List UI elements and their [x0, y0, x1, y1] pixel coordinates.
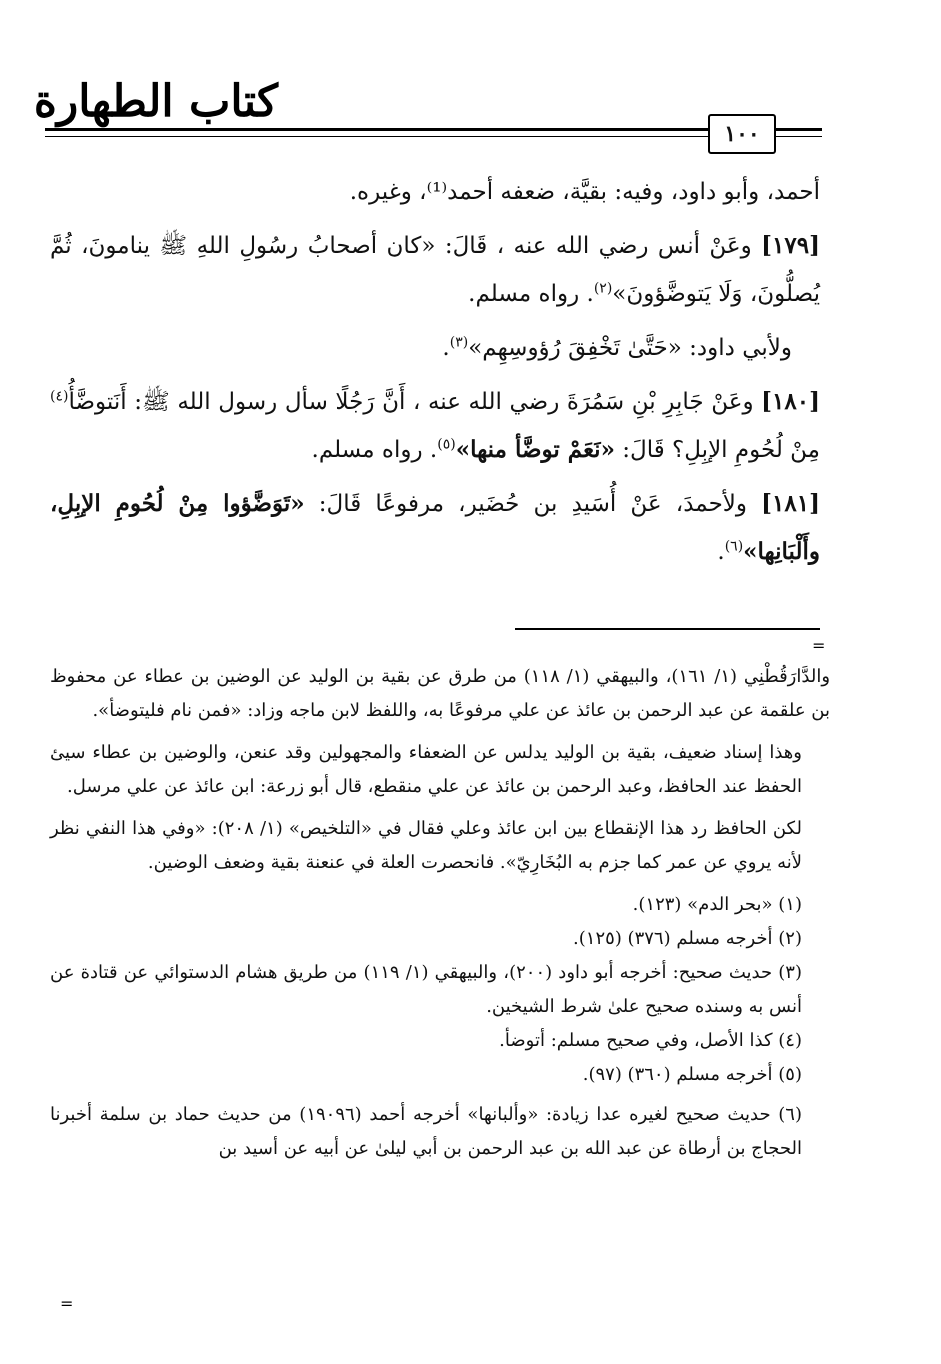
hadith-source: . رواه مسلم.	[311, 437, 438, 463]
footnote-ref: (٤)	[50, 388, 69, 405]
page-number: ١٠٠	[708, 114, 776, 154]
hadith-number: [١٨٠]	[761, 388, 820, 415]
footnote-4: (٤) كذا الأصل، وفي صحيح مسلم: أتوضأ.	[499, 1030, 802, 1051]
hadith-179	[50, 222, 820, 318]
hadith-180	[50, 378, 820, 474]
footnote-5: (٥) أخرجه مسلم (٣٦٠) (٩٧).	[582, 1064, 802, 1085]
footnote-2: (٢) أخرجه مسلم (٣٧٦) (١٢٥).	[573, 928, 802, 949]
continuation-marker-bottom: =	[60, 1294, 74, 1313]
hadith-text: وعَنْ جَابِرِ بْنِ سَمُرَةَ رضي الله عنه ، أَنَّ رَجُلًا سأل رسول الله ﷺ: أَنَتوضَّأُ	[68, 389, 762, 415]
footnote-continuation-2: وهذا إسناد ضعيف، بقية بن الوليد يدلس عن الضعفاء والمجهولين وقد عنعن، والوضين بن عطاء سيئ الحفظ عند الحافظ، وعبد الرحمن بن عائذ عن علي منقطع، قال أبو زرعة: ابن عائذ عن علي مرسل.	[50, 742, 802, 797]
hadith-number: [١٨١]	[761, 490, 820, 517]
footnote-ref: (٣)	[449, 334, 469, 351]
variant-end: .	[442, 335, 450, 361]
hadith-181	[50, 480, 820, 576]
footnote-ref: (٢)	[593, 280, 613, 297]
footnote-6: (٦) حديث صحيح لغيره عدا زيادة: «وألبانها» أخرجه أحمد (١٩٠٩٦) من حديث حماد بن سلمة أخبرنا الحجاج بن أرطاة عن عبد الله بن عبد الرحمن بن أبي ليلىٰ عن أبيه عن أسيد بن	[50, 1104, 802, 1159]
footnote-continuation-3: لكن الحافظ رد هذا الإنقطاع بين ابن عائذ وعلي فقال في «التلخيص» (١/ ٢٠٨): «وفي هذا النفي نظر لأنه يروي عن عمر كما جزم به البُخَارِيّ». فانحصرت العلة في عنعنة بقية وضعف الوضين.	[50, 818, 802, 873]
header-rule	[45, 128, 710, 131]
continuation-marker-top: =	[812, 636, 826, 655]
abu-dawud-variant	[50, 324, 820, 372]
book-title: كتاب الطهارة	[33, 76, 278, 127]
main-text	[50, 168, 820, 582]
header-rule-thin	[45, 136, 710, 137]
hadith-quote: «نَعَمْ توضَّأ منها»	[455, 436, 615, 463]
footnote-ref: (٦)	[724, 538, 744, 555]
hadith-text-cont: مِنْ لُحُومِ الإبِلِ؟ قَالَ:	[614, 437, 820, 463]
header-rule-right	[772, 128, 822, 131]
footnotes	[50, 660, 830, 1166]
variant-text: ولأبي داود: «حَتَّىٰ تَخْفِقَ رُؤوسِهِم»	[468, 335, 792, 361]
continuation-line: أحمد، وأبو داود، وفيه: بقيَّة، ضعفه أحمد⁽¹⁾، وغيره.	[349, 179, 820, 205]
header-rule-right-thin	[772, 136, 822, 137]
footnote-1: (١) «بحر الدم» (١٢٣).	[632, 894, 802, 915]
hadith-end: .	[717, 539, 725, 565]
hadith-quote: «تَوَضَّؤوا مِنْ لُحُومِ الإبِلِ، وأَلْبَانِها»	[50, 490, 820, 565]
hadith-text: ولأحمدَ، عَنْ أُسَيدِ بن حُضَير، مرفوعًا قَالَ:	[304, 491, 762, 517]
footnote-3: (٣) حديث صحيح: أخرجه أبو داود (٢٠٠)، والبيهقي (١/ ١١٩) من طريق هشام الدستوائي عن قتادة عن أنس به وسنده صحيح علىٰ شرط الشيخين.	[50, 962, 802, 1017]
hadith-number: [١٧٩]	[761, 232, 820, 259]
hadith-source: . رواه مسلم.	[468, 281, 594, 307]
footnote-separator	[515, 628, 820, 630]
footnote-continuation-1: والدَّارَقُطْنِي (١/ ١٦١)، والبيهقي (١/ ١١٨) من طرق عن بقية بن الوليد عن الوضين بن عطاء عن محفوظ بن علقمة عن عبد الرحمن بن عائذ عن علي مرفوعًا به، واللفظ لابن ماجه وزاد: «فمن نام فليتوضأ».	[50, 666, 831, 721]
hadith-text: وعَنْ أنس رضي الله عنه ، قَالَ: «كان أصحابُ رسُولِ اللهِ ﷺ ينامونَ، ثُمَّ يُصلُّونَ، وَلَا يَتوضَّؤونَ»	[50, 233, 820, 307]
footnote-ref: (٥)	[437, 436, 456, 453]
